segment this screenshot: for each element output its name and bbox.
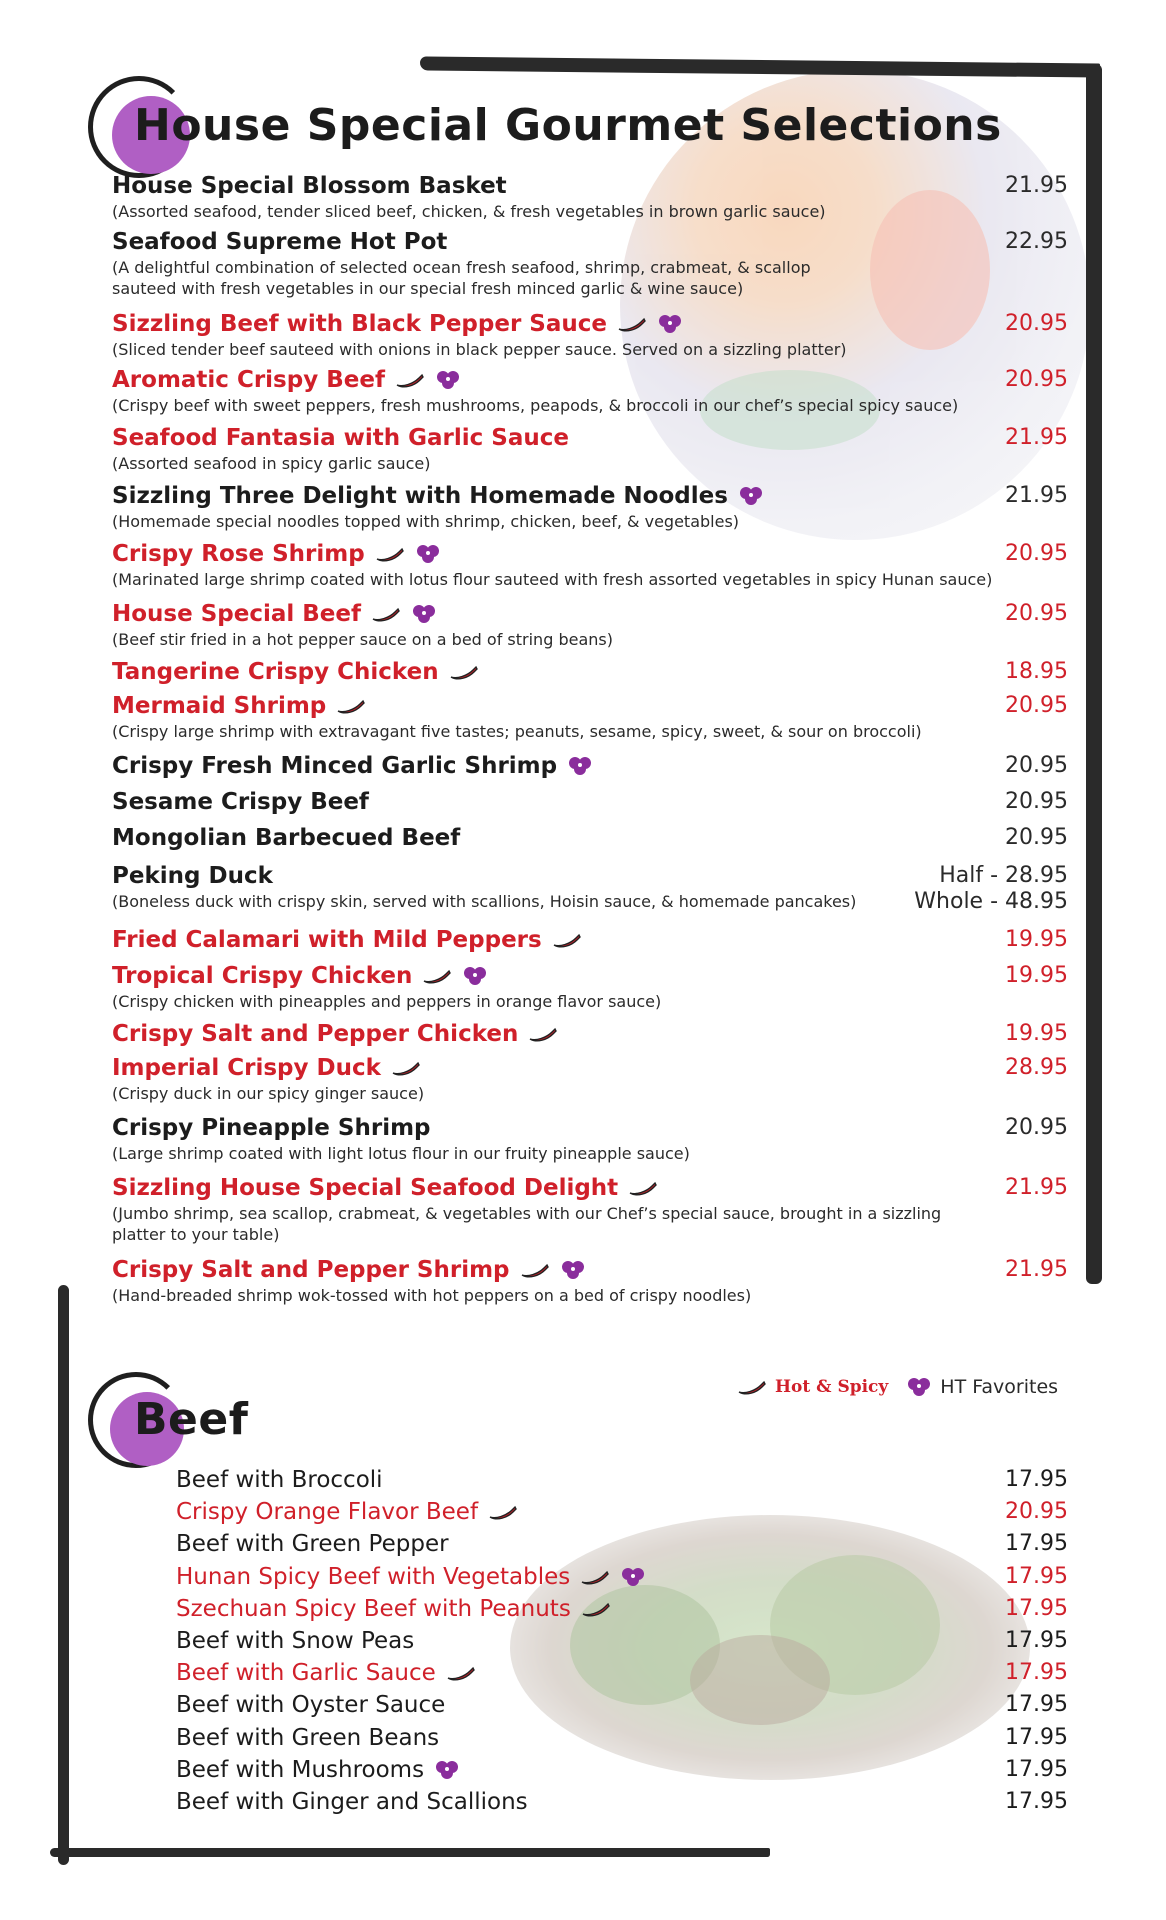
menu-item-description: (Large shrimp coated with light lotus flour in our fruity pineapple sauce)	[112, 1144, 690, 1163]
menu-item-price: 20.95	[1005, 311, 1068, 336]
beef-item-price: 17.95	[1005, 1563, 1068, 1589]
beef-item-price: 17.95	[1005, 1724, 1068, 1750]
menu-item-row	[112, 824, 460, 852]
purple-flower-icon	[657, 313, 683, 335]
menu-item-description: (Crispy chicken with pineapples and peppers in orange flavor sauce)	[112, 992, 662, 1011]
menu-item-row	[112, 424, 569, 452]
menu-item-price: 20.95	[1005, 825, 1068, 850]
menu-item	[112, 1054, 1032, 1104]
menu-item-price: 20.95	[1005, 753, 1068, 778]
menu-item	[112, 1020, 558, 1048]
beef-item	[176, 1724, 439, 1752]
chili-pepper-icon	[375, 546, 405, 562]
chili-pepper-icon	[446, 1665, 476, 1681]
chili-pepper-icon	[449, 664, 479, 680]
menu-item	[112, 366, 1032, 416]
menu-item-row	[112, 926, 582, 954]
beef-item-price: 17.95	[1005, 1692, 1068, 1718]
menu-item-row	[112, 310, 683, 338]
chili-pepper-icon	[617, 316, 647, 332]
purple-flower-icon	[738, 485, 764, 507]
beef-item-name: Beef with Ginger and Scallions	[176, 1789, 528, 1815]
menu-item-price: 20.95	[1005, 693, 1068, 718]
menu-item	[112, 824, 460, 852]
chili-pepper-icon	[580, 1569, 610, 1585]
chili-pepper-icon	[581, 1601, 611, 1617]
chili-pepper-icon	[737, 1379, 767, 1395]
menu-item-description: (Crispy beef with sweet peppers, fresh mushrooms, peapods, & broccoli in our chef’s special spicy sauce)	[112, 396, 959, 415]
chili-pepper-icon	[488, 1504, 518, 1520]
menu-item-name: Imperial Crispy Duck	[112, 1055, 381, 1081]
menu-item-row	[112, 1174, 658, 1202]
menu-item-description: (Beef stir fried in a hot pepper sauce on a bed of string beans)	[112, 630, 613, 649]
chili-pepper-icon	[336, 698, 366, 714]
menu-item	[112, 482, 1032, 532]
menu-item-price: 20.95	[1005, 789, 1068, 814]
beef-item	[176, 1595, 611, 1623]
chili-pepper-icon	[391, 1060, 421, 1076]
chili-pepper-icon	[395, 372, 425, 388]
beef-item-price: 17.95	[1005, 1467, 1068, 1492]
menu-item	[112, 228, 872, 299]
beef-item-price: 17.95	[1005, 1756, 1068, 1782]
menu-item-description: (A delightful combination of selected ocean fresh seafood, shrimp, crabmeat, & scallop sauteed with fresh vegetables in our special fresh minced garlic & wine sauce)	[112, 258, 811, 298]
menu-item-description: (Assorted seafood, tender sliced beef, chicken, & fresh vegetables in brown garlic sauce)	[112, 202, 826, 221]
beef-item-name: Beef with Green Beans	[176, 1724, 440, 1751]
menu-item-row	[112, 482, 764, 510]
menu-item-name: Mermaid Shrimp	[112, 693, 327, 719]
menu-item-name: Sesame Crispy Beef	[112, 789, 369, 815]
menu-item-price: 28.95	[1005, 1055, 1068, 1080]
menu-item-name: Crispy Fresh Minced Garlic Shrimp	[112, 753, 558, 779]
menu-item-price: Half - 28.95	[939, 863, 1068, 888]
chili-pepper-icon	[552, 932, 582, 948]
menu-item	[112, 658, 479, 686]
menu-item-name: Aromatic Crispy Beef	[112, 367, 385, 393]
chili-pepper-icon	[422, 968, 452, 984]
beef-item-name: Hunan Spicy Beef with Vegetables	[176, 1563, 571, 1590]
beef-item-price: 20.95	[1005, 1499, 1068, 1525]
menu-item-price: 20.95	[1005, 367, 1068, 392]
purple-flower-icon	[560, 1259, 586, 1281]
beef-item-price: 17.95	[1005, 1660, 1068, 1686]
menu-item-name: House Special Blossom Basket	[112, 173, 507, 199]
menu-item-row	[112, 1054, 421, 1082]
menu-item-description: (Hand-breaded shrimp wok-tossed with hot peppers on a bed of crispy noodles)	[112, 1286, 752, 1305]
menu-item-price: 19.95	[1005, 963, 1068, 988]
legend-hot-label: Hot & Spicy	[775, 1377, 889, 1397]
beef-item	[176, 1788, 528, 1816]
legend-fav-label: HT Favorites	[940, 1376, 1059, 1398]
frame-brush-top	[420, 56, 1100, 77]
beef-section-title: Beef	[134, 1394, 249, 1445]
beef-item	[176, 1627, 414, 1655]
beef-item	[176, 1563, 646, 1591]
menu-item-name: Crispy Pineapple Shrimp	[112, 1115, 431, 1141]
chili-pepper-icon	[528, 1026, 558, 1042]
menu-item-name: Seafood Supreme Hot Pot	[112, 229, 448, 255]
menu-item	[112, 172, 1032, 222]
menu-item	[112, 1256, 1032, 1306]
beef-item-price: 17.95	[1005, 1531, 1068, 1557]
chili-pepper-icon	[628, 1180, 658, 1196]
menu-item-name: Mongolian Barbecued Beef	[112, 825, 461, 851]
menu-item	[112, 926, 582, 954]
legend	[737, 1376, 1058, 1398]
menu-item	[112, 540, 1032, 590]
menu-item-name: Tangerine Crispy Chicken	[112, 659, 439, 685]
menu-item	[112, 1174, 992, 1245]
frame-brush-right	[1086, 64, 1102, 1284]
menu-item-name: Sizzling Beef with Black Pepper Sauce	[112, 311, 607, 337]
menu-item	[112, 788, 369, 816]
menu-item	[112, 862, 1032, 912]
menu-item-row	[112, 692, 366, 720]
beef-item	[176, 1756, 460, 1784]
menu-item-description: (Crispy duck in our spicy ginger sauce)	[112, 1084, 425, 1103]
menu-item-price: 20.95	[1005, 541, 1068, 566]
purple-flower-icon	[434, 1759, 460, 1781]
menu-item-row	[112, 1020, 558, 1048]
purple-flower-icon	[411, 603, 437, 625]
menu-item-description: (Marinated large shrimp coated with lotus flour sauteed with fresh assorted vegetables in spicy Hunan sauce)	[112, 570, 993, 589]
beef-item-price: 17.95	[1005, 1595, 1068, 1621]
menu-item-price: 18.95	[1005, 659, 1068, 684]
beef-item	[176, 1498, 518, 1526]
gourmet-section-title: House Special Gourmet Selections	[134, 100, 1002, 151]
menu-item-row	[112, 962, 488, 990]
menu-item-price: 20.95	[1005, 1115, 1068, 1140]
menu-item	[112, 1114, 1032, 1164]
menu-item-row	[112, 540, 441, 568]
menu-item-description: (Sliced tender beef sauteed with onions in black pepper sauce. Served on a sizzling platter)	[112, 340, 847, 359]
menu-item-name: Peking Duck	[112, 863, 273, 889]
menu-item-name: Crispy Salt and Pepper Chicken	[112, 1021, 519, 1047]
menu-item	[112, 424, 1032, 474]
frame-brush-left	[58, 1285, 69, 1865]
menu-item-price: 21.95	[1005, 1257, 1068, 1282]
menu-item-price: 20.95	[1005, 601, 1068, 626]
menu-item	[112, 752, 593, 780]
menu-item-row	[112, 752, 593, 780]
menu-item-description: (Crispy large shrimp with extravagant five tastes; peanuts, sesame, spicy, sweet, & sour on broccoli)	[112, 722, 922, 741]
beef-item	[176, 1691, 445, 1719]
menu-item-name: Crispy Salt and Pepper Shrimp	[112, 1257, 510, 1283]
purple-flower-icon	[462, 965, 488, 987]
beef-item-name: Crispy Orange Flavor Beef	[176, 1499, 479, 1526]
beef-item	[176, 1466, 383, 1494]
menu-item-name: Sizzling House Special Seafood Delight	[112, 1175, 619, 1201]
menu-item-row	[112, 172, 507, 200]
menu-item-name: Crispy Rose Shrimp	[112, 541, 365, 567]
menu-item-row	[112, 366, 461, 394]
beef-item-name: Beef with Broccoli	[176, 1467, 383, 1493]
menu-item-price: 19.95	[1005, 1021, 1068, 1046]
menu-item-row	[112, 788, 369, 816]
menu-item-name: House Special Beef	[112, 601, 362, 627]
menu-item-price: 19.95	[1005, 927, 1068, 952]
menu-item-price: 21.95	[1005, 1175, 1068, 1200]
beef-item-name: Beef with Snow Peas	[176, 1628, 415, 1654]
menu-item-price: 21.95	[1005, 483, 1068, 508]
menu-item-name: Seafood Fantasia with Garlic Sauce	[112, 425, 569, 451]
menu-item-description: (Jumbo shrimp, sea scallop, crabmeat, & vegetables with our Chef’s special sauce, brought in a sizzling platter to your table)	[112, 1204, 942, 1244]
purple-flower-icon	[620, 1566, 646, 1588]
frame-brush-bottom	[50, 1848, 770, 1857]
menu-item-name: Sizzling Three Delight with Homemade Noodles	[112, 483, 728, 509]
beef-item-name: Beef with Mushrooms	[176, 1756, 425, 1783]
menu-item-price: 21.95	[1005, 425, 1068, 450]
purple-flower-icon	[435, 369, 461, 391]
beef-item-name: Szechuan Spicy Beef with Peanuts	[176, 1595, 571, 1622]
beef-item-price: 17.95	[1005, 1628, 1068, 1653]
food-photo-beef-broccoli	[510, 1515, 1030, 1780]
menu-item-row	[112, 600, 437, 628]
menu-item-name: Fried Calamari with Mild Peppers	[112, 927, 542, 953]
menu-item-row	[112, 1114, 431, 1142]
purple-flower-icon	[567, 755, 593, 777]
menu-item-price: 22.95	[1005, 229, 1068, 254]
beef-item	[176, 1530, 449, 1558]
menu-item	[112, 692, 1032, 742]
menu-item-price-whole: Whole - 48.95	[914, 889, 1068, 914]
menu-item-row	[112, 862, 273, 890]
beef-item-name: Beef with Green Pepper	[176, 1531, 449, 1558]
menu-item	[112, 600, 1032, 650]
menu-item-row	[112, 658, 479, 686]
menu-item	[112, 962, 1032, 1012]
chili-pepper-icon	[371, 606, 401, 622]
menu-item-description: (Assorted seafood in spicy garlic sauce)	[112, 454, 431, 473]
menu-item-description: (Boneless duck with crispy skin, served with scallions, Hoisin sauce, & homemade pancakes)	[112, 892, 857, 911]
menu-item-description: (Homemade special noodles topped with shrimp, chicken, beef, & vegetables)	[112, 512, 740, 531]
chili-pepper-icon	[520, 1262, 550, 1278]
beef-item-name: Beef with Garlic Sauce	[176, 1660, 436, 1687]
purple-flower-icon	[906, 1376, 932, 1398]
beef-item-name: Beef with Oyster Sauce	[176, 1692, 446, 1719]
menu-item-name: Tropical Crispy Chicken	[112, 963, 413, 989]
purple-flower-icon	[415, 543, 441, 565]
beef-item	[176, 1659, 476, 1687]
menu-item-price: 21.95	[1005, 173, 1068, 198]
menu-item-row	[112, 228, 447, 256]
menu-item-row	[112, 1256, 586, 1284]
beef-item-price: 17.95	[1005, 1789, 1068, 1814]
menu-item	[112, 310, 1032, 360]
